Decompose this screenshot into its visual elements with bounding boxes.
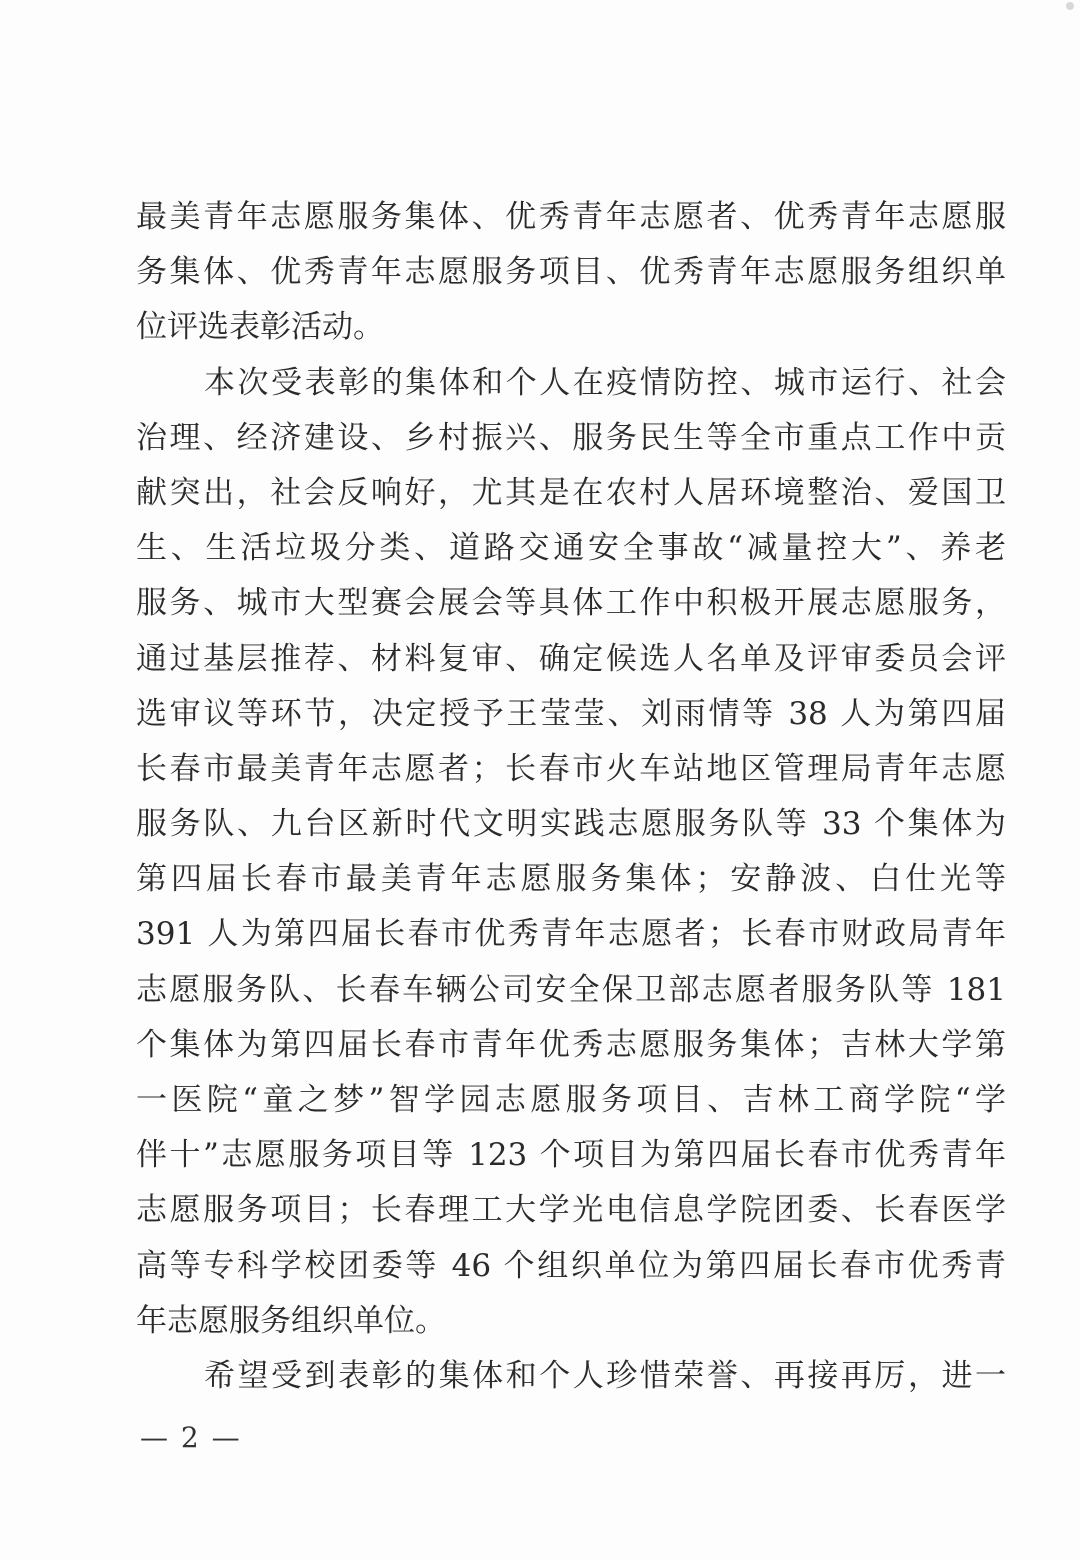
- body-text: [136, 190, 1006, 1404]
- text-line: 志愿服务队、长春车辆公司安全保卫部志愿者服务队等 181: [136, 971, 1006, 1008]
- text-line: 志愿服务项目；长春理工大学光电信息学院团委、长春医学: [136, 1192, 1006, 1229]
- text-line: 本次受表彰的集体和个人在疫情防控、城市运行、社会: [204, 364, 1006, 401]
- text-line: 伴十”志愿服务项目等 123 个项目为第四届长春市优秀青年: [136, 1137, 1006, 1174]
- text-line: 服务队、九台区新时代文明实践志愿服务队等 33 个集体为: [136, 806, 1006, 843]
- scan-speck: [1066, 2, 1074, 10]
- text-line: 献突出，社会反响好，尤其是在农村人居环境整治、爱国卫: [136, 474, 1006, 511]
- text-line: 第四届长春市最美青年志愿服务集体；安静波、白仕光等: [136, 861, 1006, 898]
- text-line: 长春市最美青年志愿者；长春市火车站地区管理局青年志愿: [136, 750, 1006, 787]
- text-line: 治理、经济建设、乡村振兴、服务民生等全市重点工作中贡: [136, 419, 1006, 456]
- text-line: 选审议等环节，决定授予王莹莹、刘雨情等 38 人为第四届: [136, 695, 1006, 732]
- text-line: 391 人为第四届长春市优秀青年志愿者；长春市财政局青年: [136, 916, 1006, 953]
- text-line: 年志愿服务组织单位。: [136, 1302, 446, 1339]
- text-line: 务集体、优秀青年志愿服务项目、优秀青年志愿服务组织单: [136, 254, 1006, 291]
- text-line: 一医院“童之梦”智学园志愿服务项目、吉林工商学院“学: [136, 1082, 1006, 1118]
- text-line: 服务、城市大型赛会展会等具体工作中积极开展志愿服务，: [136, 585, 1006, 622]
- text-line: 通过基层推荐、材料复审、确定候选人名单及评审委员会评: [136, 640, 1006, 677]
- text-line: 最美青年志愿服务集体、优秀青年志愿者、优秀青年志愿服: [136, 199, 1006, 235]
- text-line: 个集体为第四届长春市青年优秀志愿服务集体；吉林大学第: [136, 1026, 1006, 1063]
- text-line: 高等专科学校团委等 46 个组织单位为第四届长春市优秀青: [136, 1247, 1006, 1284]
- text-line: 希望受到表彰的集体和个人珍惜荣誉、再接再厉，进一: [204, 1357, 1006, 1394]
- text-line: 位评选表彰活动。: [136, 309, 384, 346]
- page-number: — 2 —: [140, 1421, 242, 1454]
- text-line: 生、生活垃圾分类、道路交通安全事故“减量控大”、养老: [136, 530, 1006, 567]
